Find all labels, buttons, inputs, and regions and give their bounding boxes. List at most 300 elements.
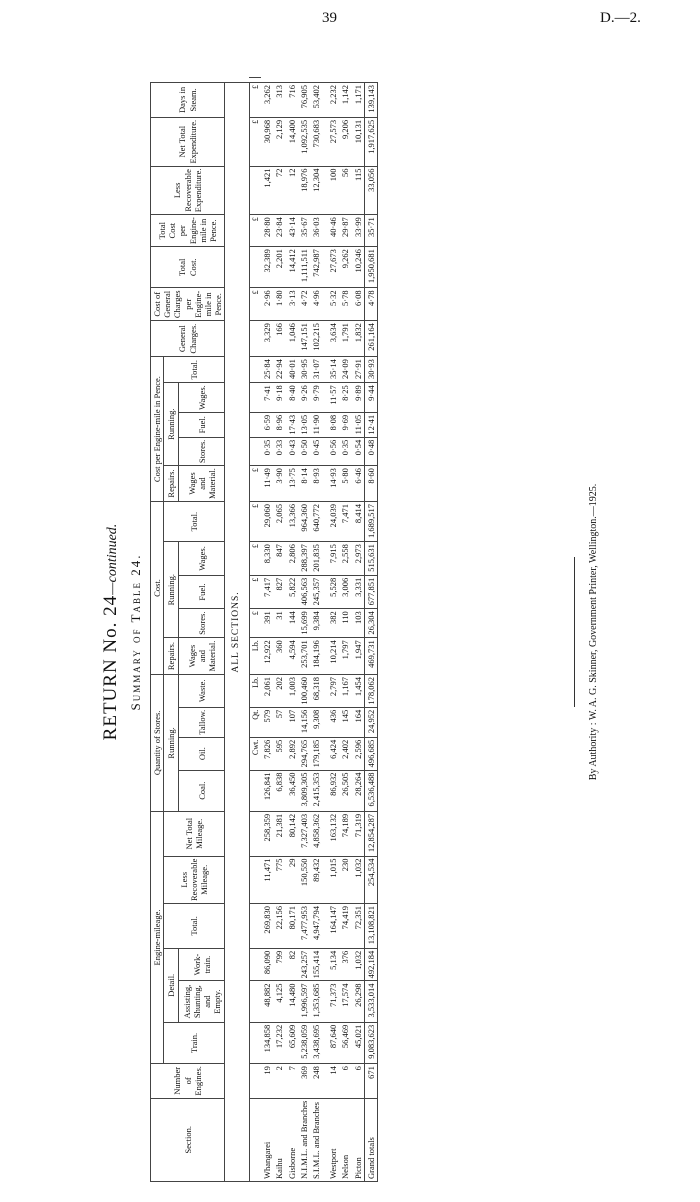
table-cell: 30·93 [364,357,377,383]
table-cell: 32,389 [261,247,273,288]
table-cell: 139,143 [364,83,377,118]
group-cost-per-mile: Cost per Engine-mile in Pence. [151,357,164,502]
table-cell: 269,830 [261,904,273,949]
table-cell: 8·14 [298,466,310,502]
table-cell: 150,550 [298,856,310,903]
table-cell: 29,060 [261,502,273,542]
grand-total-row [364,78,377,1182]
table-cell: 11·05 [352,412,365,437]
table-row [286,78,298,1182]
table-cell: 15,699 [298,609,310,638]
table-cell: 243,257 [298,948,310,981]
table-cell [249,78,261,83]
table-cell: 406,563 [298,575,310,609]
table-cell: 107 [286,707,298,737]
table-cell: £ [249,117,261,166]
table-cell: 2,415,353 [310,770,322,811]
table-cell [249,166,261,215]
table-cell [249,811,261,856]
summary-table [150,77,378,1182]
table-cell: 9·69 [339,412,351,437]
table-cell: 33·99 [352,215,365,247]
table-cell: 134,858 [261,1022,273,1063]
return-title-suffix: —continued. [105,523,120,595]
table-cell: 5,528 [327,575,339,609]
col-days-in-steam: Days in Steam. [151,83,225,118]
table-cell: £ [249,466,261,502]
table-cell: 742,987 [310,247,322,288]
table-cell: 4·96 [310,288,322,321]
table-cell: 14,480 [286,981,298,1022]
col-pence-total: Total. [164,357,225,383]
table-cell: 147,151 [298,321,310,357]
table-cell [249,412,261,437]
table-cell: 12 [286,166,298,215]
table-cell: 13·75 [286,466,298,502]
table-cell: 11·49 [261,466,273,502]
table-cell: 376 [339,948,351,981]
table-cell: 3·13 [286,288,298,321]
table-cell: 100,460 [298,674,310,707]
col-coal: Coal. [179,770,225,811]
table-cell: 5,238,059 [298,1022,310,1063]
table-cell: Qt. [249,707,261,737]
table-cell: 5·80 [339,466,351,502]
table-cell [249,437,261,465]
table-cell [249,1022,261,1063]
table-cell: 24,039 [327,502,339,542]
table-cell: 163,132 [327,811,339,856]
table-cell: 245,357 [310,575,322,609]
table-cell: 775 [273,856,285,903]
table-cell: 14 [327,1064,339,1099]
row-label [249,1098,261,1181]
table-cell: 3,262 [261,83,273,118]
group-cost-running: Running. [164,542,179,638]
row-label: Gisborne [286,1098,298,1181]
table-cell: 10,214 [327,638,339,675]
table-cell: £ [249,502,261,542]
table-cell: 74,419 [339,904,351,949]
group-cost: Cost. [151,502,164,675]
table-cell: 7,471 [339,502,351,542]
table-cell: 89,432 [310,856,322,903]
rotated-page-content [0,62,700,1202]
table-cell: 7 [286,1064,298,1099]
table-cell: 4·78 [364,288,377,321]
table-cell: 254,534 [364,856,377,903]
table-cell: 4·72 [298,288,310,321]
col-cost-wages-material: Wages and Material. [179,638,225,675]
table-cell: 0·43 [286,437,298,465]
col-section: Section. [151,1098,225,1181]
col-total-cost-per-mile: Total Cost per Engine-mile in Pence. [151,215,225,247]
table-cell: 19 [261,1064,273,1099]
table-cell: 35·67 [298,215,310,247]
table-cell: £ [249,542,261,576]
col-pence-wages-material: Wages and Material. [179,466,225,502]
table-cell: 0·45 [310,437,322,465]
table-cell: 36,450 [286,770,298,811]
table-cell [249,856,261,903]
table-cell: 29 [286,856,298,903]
table-cell: 23·84 [273,215,285,247]
table-cell: 3,809,305 [298,770,310,811]
table-cell: 1,421 [261,166,273,215]
table-row [310,78,322,1182]
group-cost-repairs: Repairs. [164,638,179,675]
table-cell: 9·26 [298,383,310,413]
table-cell: 0·33 [273,437,285,465]
table-cell: 847 [273,542,285,576]
table-cell: 9·79 [310,383,322,413]
table-cell: 8,330 [261,542,273,576]
col-cost-fuel: Fuel. [179,575,225,609]
table-cell: 1,032 [352,856,365,903]
table-cell: 8·40 [286,383,298,413]
table-cell: 730,683 [310,117,322,166]
table-cell: 1,092,535 [298,117,310,166]
row-label: Kaihu [273,1098,285,1181]
table-cell: 6,838 [273,770,285,811]
table-cell: 5,822 [286,575,298,609]
table-cell: 492,184 [364,948,377,981]
table-cell: 12,304 [310,166,322,215]
col-waste: Waste. [179,674,225,707]
col-oil: Oil. [179,737,225,770]
col-tallow: Tallow. [179,707,225,737]
table-cell: 65,609 [286,1022,298,1063]
table-cell: 7,327,403 [298,811,310,856]
table-cell: 10,246 [352,247,365,288]
table-cell: £ [249,609,261,638]
row-label: Nelson [339,1098,351,1181]
table-cell: 9,308 [310,707,322,737]
table-cell: 179,185 [310,737,322,770]
table-cell [249,904,261,949]
table-cell: 436 [327,707,339,737]
table-cell: 72 [273,166,285,215]
table-cell: 1,171 [352,83,365,118]
row-label: Westport [327,1098,339,1181]
table-cell: 7,826 [261,737,273,770]
table-cell [249,357,261,383]
table-row [261,78,273,1182]
group-quantity-of-stores: Quantity of Stores. [151,674,164,811]
table-cell: 2·96 [261,288,273,321]
table-cell: 110 [339,609,351,638]
table-cell: 86,090 [261,948,273,981]
table-cell: 5·32 [327,288,339,321]
table-cell: 6·46 [352,466,365,502]
table-cell: 2,558 [339,542,351,576]
table-row [352,78,365,1182]
table-cell: 1,797 [339,638,351,675]
table-cell: 22,156 [273,904,285,949]
table-cell: 8·60 [364,466,377,502]
table-cell: Lb. [249,638,261,675]
table-cell: 515,631 [364,542,377,576]
col-less-recoverable-mileage: Less Recoverable Mileage. [164,856,225,903]
table-cell: 57 [273,707,285,737]
table-cell: 45,021 [352,1022,365,1063]
table-cell: 56 [339,166,351,215]
table-cell: 12,854,287 [364,811,377,856]
row-label: Picton [352,1098,365,1181]
table-cell: 144 [286,609,298,638]
table-cell: 1,791 [339,321,351,357]
table-cell: 230 [339,856,351,903]
table-cell: 253,701 [298,638,310,675]
table-cell: 27·91 [352,357,365,383]
table-cell: 258,359 [261,811,273,856]
table-cell: 72,351 [352,904,365,949]
table-cell: 13,108,821 [364,904,377,949]
table-header [151,78,225,1182]
table-cell: 33,056 [364,166,377,215]
table-cell: 18,976 [298,166,310,215]
table-cell: 10,131 [352,117,365,166]
table-cell: 0·54 [352,437,365,465]
table-cell: 1,454 [352,674,365,707]
table-cell: 1,167 [339,674,351,707]
table-cell: 2,201 [273,247,285,288]
col-mileage-total: Total. [164,904,225,949]
table-cell: 2,596 [352,737,365,770]
table-cell: 294,765 [298,737,310,770]
table-cell: 48,882 [261,981,273,1022]
table-cell: 3,331 [352,575,365,609]
table-cell: 3,533,014 [364,981,377,1022]
table-cell: 4,594 [286,638,298,675]
table-cell: 288,397 [298,542,310,576]
table-cell: 6 [339,1064,351,1099]
table-cell: 9,262 [339,247,351,288]
table-cell: 53,402 [310,83,322,118]
table-cell: 6·59 [261,412,273,437]
table-cell: 2,129 [273,117,285,166]
col-net-total-mileage: Net Total Mileage. [164,811,225,856]
table-cell: 496,685 [364,737,377,770]
row-label: Whangarei [261,1098,273,1181]
table-cell: 43·14 [286,215,298,247]
table-cell: 2,892 [286,737,298,770]
table-cell: 201,835 [310,542,322,576]
table-cell: 1,111,511 [298,247,310,288]
section-heading-row [225,78,249,1182]
table-cell: 1,003 [286,674,298,707]
table-cell: 28·80 [261,215,273,247]
table-cell: 76,905 [298,83,310,118]
table-cell [249,321,261,357]
table-cell: 26,304 [364,609,377,638]
table-cell: 86,932 [327,770,339,811]
table-cell: 100 [327,166,339,215]
table-cell: 87,640 [327,1022,339,1063]
table-cell: 11,471 [261,856,273,903]
table-cell: 25·84 [261,357,273,383]
table-cell: 9,384 [310,609,322,638]
row-label: N.I.M.L. and Branches [298,1098,310,1181]
table-cell: 369 [298,1064,310,1099]
table-cell: 360 [273,638,285,675]
table-cell: 21,381 [273,811,285,856]
table-cell: 0·56 [327,437,339,465]
table-cell: 1,832 [352,321,365,357]
col-cost-general-per-mile: Cost of General Charges per Engine-mile in Pence. [151,288,225,321]
table-cell: 964,360 [298,502,310,542]
table-cell: 74,189 [339,811,351,856]
row-label: S.I.M.L. and Branches [310,1098,322,1181]
table-cell: 579 [261,707,273,737]
table-cell: 3,006 [339,575,351,609]
group-pence-repairs: Repairs. [164,466,179,502]
table-cell: 14,400 [286,117,298,166]
col-general-charges: General Charges. [151,321,225,357]
table-cell: 26,298 [352,981,365,1022]
table-cell: 8,414 [352,502,365,542]
table-cell: 30,968 [261,117,273,166]
table-cell: Lb. [249,674,261,707]
table-cell: 184,196 [310,638,322,675]
table-cell: 12·41 [364,412,377,437]
table-cell: 29·87 [339,215,351,247]
table-cell: £ [249,288,261,321]
table-row [327,78,339,1182]
table-title: Summary of Table 24. [128,553,143,711]
col-pence-wages: Wages. [179,383,225,413]
return-title [100,62,122,1202]
table-cell: £ [249,83,261,118]
table-cell: 1,917,625 [364,117,377,166]
table-cell: 2,806 [286,542,298,576]
table-cell: 27,573 [327,117,339,166]
table-cell: 80,142 [286,811,298,856]
group-pence-running: Running. [164,383,179,466]
table-cell: 82 [286,948,298,981]
table-cell: 1,947 [352,638,365,675]
col-cost-wages: Wages. [179,542,225,576]
table-cell: 2,797 [327,674,339,707]
table-row [273,78,285,1182]
table-cell: 2,065 [273,502,285,542]
section-heading: ALL SECTIONS. [225,83,249,1182]
table-cell [249,948,261,981]
table-cell: 1,996,597 [298,981,310,1022]
table-cell: 7,477,953 [298,904,310,949]
col-less-recoverable-expenditure: Less Recoverable Expenditure. [151,166,225,215]
col-assisting: Assisting, Shunting, and Empty. [179,981,225,1022]
table-cell: 11·90 [310,412,322,437]
table-cell: 164 [352,707,365,737]
table-cell [249,981,261,1022]
table-cell: 164,147 [327,904,339,949]
table-cell: 13,366 [286,502,298,542]
table-cell: 17·43 [286,412,298,437]
table-cell: 26,505 [339,770,351,811]
table-cell: 17,232 [273,1022,285,1063]
col-pence-fuel: Fuel. [179,412,225,437]
table-cell: 3,438,695 [310,1022,322,1063]
table-cell: 1,046 [286,321,298,357]
table-cell: 31·07 [310,357,322,383]
table-cell: 0·48 [364,437,377,465]
table-cell [249,383,261,413]
table-cell: 1,015 [327,856,339,903]
table-cell: 30·95 [298,357,310,383]
table-cell: 5·78 [339,288,351,321]
table-cell: 9·44 [364,383,377,413]
table-cell: 80,171 [286,904,298,949]
table-cell: 469,731 [364,638,377,675]
table-cell: 8·08 [327,412,339,437]
table-cell: 261,164 [364,321,377,357]
table-cell: 595 [273,737,285,770]
table-cell: 3,634 [327,321,339,357]
row-label: Grand totals [364,1098,377,1181]
table-cell: 4,947,794 [310,904,322,949]
table-cell: 17,574 [339,981,351,1022]
table-cell: 0·35 [339,437,351,465]
table-cell: 145 [339,707,351,737]
table-cell: 14·93 [327,466,339,502]
table-cell: 2 [273,1064,285,1099]
table-cell [249,1064,261,1099]
group-engine-mileage: Engine-mileage. [151,811,164,1063]
table-cell: 11·57 [327,383,339,413]
table-cell: 7·41 [261,383,273,413]
table-cell: 0·35 [261,437,273,465]
table-cell: 248 [310,1064,322,1099]
table-cell: 9·18 [273,383,285,413]
table-cell: 126,841 [261,770,273,811]
table-cell: 6,424 [327,737,339,770]
table-cell: 8·96 [273,412,285,437]
table-cell: 2,973 [352,542,365,576]
table-cell: 115 [352,166,365,215]
group-detail: Detail. [164,948,179,1022]
table-cell: 71,319 [352,811,365,856]
table-cell: 22·94 [273,357,285,383]
document-reference: D.—2. [600,10,641,26]
table-cell: 35·14 [327,357,339,383]
col-num-engines: Number of Engines. [151,1064,225,1099]
table-cell: 9,083,623 [364,1022,377,1063]
table-cell: 313 [273,83,285,118]
table-cell: 677,851 [364,575,377,609]
table-cell: 13·05 [298,412,310,437]
table-cell: 166 [273,321,285,357]
table-cell: 28,264 [352,770,365,811]
table-cell: 35·71 [364,215,377,247]
table-cell: 2,061 [261,674,273,707]
table-row [298,78,310,1182]
table-cell: 1,032 [352,948,365,981]
table-cell: 27,673 [327,247,339,288]
table-cell: 640,772 [310,502,322,542]
authority-rule [574,557,575,707]
table-cell: 9·89 [352,383,365,413]
table-cell: 202 [273,674,285,707]
table-cell: 1,353,685 [310,981,322,1022]
col-train: Train. [164,1022,225,1063]
table-cell: 8·25 [339,383,351,413]
table-cell: 31 [273,609,285,638]
table-cell: 1·80 [273,288,285,321]
return-title-text: RETURN No. 24 [100,594,121,741]
table-cell: 12,922 [261,638,273,675]
table-cell: 103 [352,609,365,638]
